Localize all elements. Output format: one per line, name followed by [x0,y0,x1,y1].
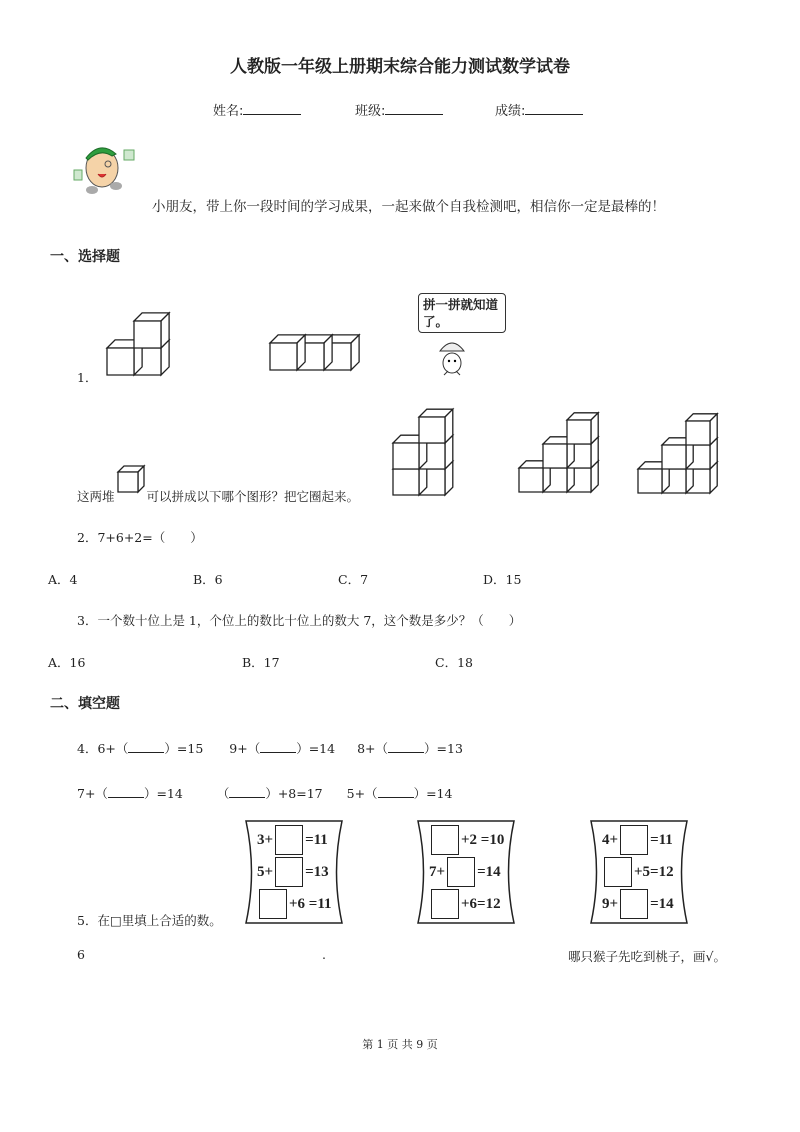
equation-row [602,857,674,887]
eq-left: 7+ [429,863,446,880]
q3-text: 3．一个数十位上是 1，个位上的数比十位上的数大 7，这个数是多少？（ ） [77,613,522,628]
equation-row [429,825,504,855]
answer-box[interactable] [604,857,632,887]
answer-blank[interactable] [378,787,414,798]
q1-text-after: 可以拼成以下哪个图形？把它圈起来。 [146,489,360,504]
q1-text [77,487,359,505]
section-choice-heading: 一、选择题 [50,249,120,265]
eq-left: 9+ [602,895,619,912]
q3-option-b[interactable]: B．17 [242,655,280,670]
eq-left: 4+ [602,831,619,848]
eq-right: =11 [650,831,673,848]
eq-right: +2 =10 [461,831,505,848]
equation-frame [590,820,688,924]
equation-row [429,857,501,887]
equation-row [429,889,501,919]
answer-box[interactable] [620,825,648,855]
equation-frame [417,820,515,924]
eq-right: ）=14 [143,786,183,801]
equation-frame [245,820,343,924]
q1-text-before: 这两堆 [77,489,115,504]
eq-right: +5=12 [634,863,674,880]
eq-left: 5+ [257,863,274,880]
mascot-illustration [72,140,138,196]
eq-right: ）=14 [413,786,453,801]
page-title: 人教版一年级上册期末综合能力测试数学试卷 [230,57,570,77]
option-figure-c [638,414,717,493]
hint-bubble: 拼一拼就知道了。 [418,293,506,333]
answer-blank[interactable] [128,742,164,753]
cube-pile-1 [107,313,169,375]
answer-blank[interactable] [260,742,296,753]
name-label: 姓名: [213,104,244,119]
class-field[interactable] [355,100,443,119]
cube-pile-2 [270,335,359,370]
q2-option-b[interactable]: B．6 [193,572,223,587]
answer-box[interactable] [620,889,648,919]
cube-figures [0,280,800,510]
eq-left: 7+（ [77,786,108,801]
q2-text: 2．7+6+2=（ ） [77,530,203,545]
answer-blank[interactable] [229,787,265,798]
eq-left: 6+（ [97,741,129,756]
equation-row [257,825,328,855]
q2-option-d[interactable]: D．15 [483,572,522,587]
q3-option-a[interactable]: A．16 [48,655,86,670]
option-figure-a [393,409,453,495]
eq-left: 9+（ [229,741,261,756]
section-fill-heading: 二、填空题 [50,696,120,712]
eq-right: =14 [650,895,674,912]
q6-text: 哪只猴子先吃到桃子，画√。 [568,949,726,964]
eq-right: ）+8=17 [265,786,323,801]
equation-row [602,825,673,855]
answer-box[interactable] [447,857,475,887]
eq-right: +6 =11 [289,895,332,912]
option-figure-b [519,413,598,492]
equation-row [257,889,332,919]
page-footer: 第 1 页 共 9 页 [362,1038,438,1051]
q3-option-c[interactable]: C．18 [435,655,473,670]
equation-row [602,889,674,919]
eq-right: =11 [305,831,328,848]
eq-right: ）=13 [424,741,463,756]
eq-left: （ [216,786,230,801]
answer-box[interactable] [275,825,303,855]
name-field[interactable] [213,100,301,119]
eq-right: ）=14 [296,741,336,756]
score-label: 成绩: [495,104,526,119]
score-field[interactable] [495,100,583,119]
q2-option-a[interactable]: A．4 [48,572,78,587]
class-label: 班级: [355,104,386,119]
q4-row1 [77,739,463,757]
answer-box[interactable] [259,889,287,919]
eq-right: =14 [477,863,501,880]
eq-left: 5+（ [346,786,378,801]
answer-box[interactable] [431,889,459,919]
eq-right: ）=15 [164,741,204,756]
q1-number: 1． [77,370,98,385]
answer-box[interactable] [431,825,459,855]
eq-right: =13 [305,863,329,880]
equation-row [257,857,329,887]
answer-blank[interactable] [388,742,424,753]
q5-text: 5．在□里填上合适的数。 [77,913,222,928]
answer-blank[interactable] [108,787,144,798]
eq-left: 3+ [257,831,274,848]
q4-row2 [77,784,452,802]
q4-number: 4． [77,741,98,756]
eq-right: +6=12 [461,895,501,912]
answer-box[interactable] [275,857,303,887]
q2-option-c[interactable]: C．7 [338,572,369,587]
eq-left: 8+（ [357,741,389,756]
q6-number: 6 [77,947,85,962]
q6-dot: . [322,947,326,962]
intro-text: 小朋友，带上你一段时间的学习成果，一起来做个自我检测吧，相信你一定是最棒的！ [152,199,665,215]
mushroom-character-icon [436,335,468,379]
